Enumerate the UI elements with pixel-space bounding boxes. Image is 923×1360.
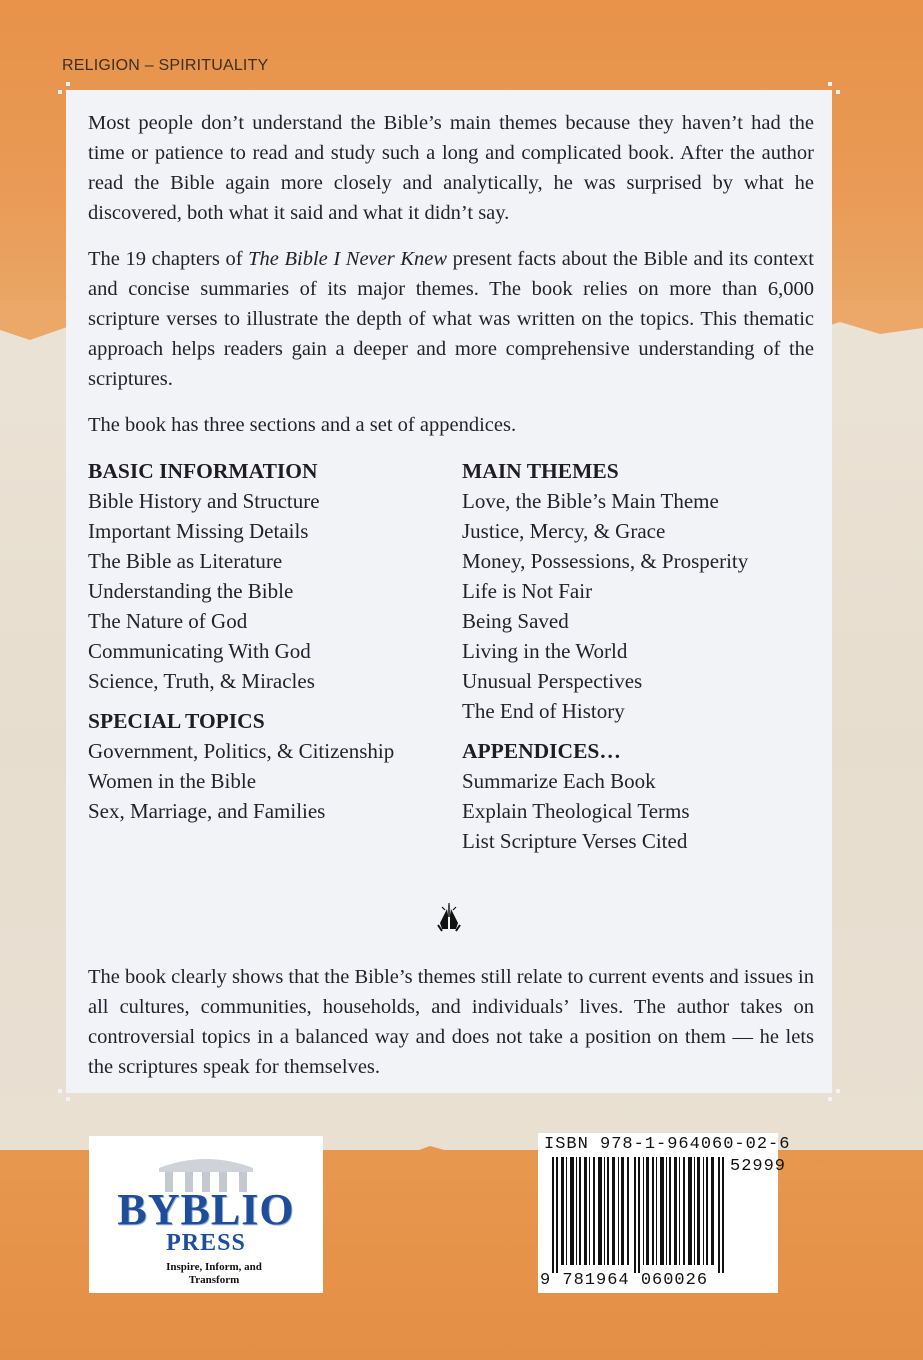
isbn-barcode (538, 1133, 791, 1293)
list-item: Love, the Bible’s Main Theme (462, 489, 719, 513)
publisher-logo (89, 1136, 323, 1293)
list-item: List Scripture Verses Cited (462, 829, 688, 853)
list-item: Science, Truth, & Miracles (88, 669, 315, 693)
intro-paragraph-3: The book has three sections and a set of appendices. (88, 414, 517, 436)
list-item: Summarize Each Book (462, 769, 656, 793)
list-item: Money, Possessions, & Prosperity (462, 549, 749, 573)
ean-number: 9 781964 060026 (540, 1271, 709, 1290)
left-column (88, 456, 394, 836)
basic-information-list (88, 486, 394, 696)
corner-ornament (820, 90, 832, 102)
publisher-name: BYBLIO (117, 1185, 295, 1234)
list-item: Government, Politics, & Citizenship (88, 739, 395, 763)
main-themes-heading: MAIN THEMES (462, 459, 619, 483)
corner-ornament (820, 1081, 832, 1093)
list-item: The Bible as Literature (88, 549, 283, 573)
special-topics-list (88, 736, 394, 826)
praying-hands-icon (436, 903, 462, 933)
price-code: 52999 (730, 1157, 787, 1176)
intro-paragraph-2: The 19 chapters of The Bible I Never Knew present facts about the Bible and its context and concise summaries of its major themes. The book relies on more than 6,000 scripture verses to illustrate the depth of what was written on the topics. This thematic approach helps readers gain a deeper and more comprehensive understanding of the scriptures. (88, 248, 814, 390)
publisher-tagline: Inspire, Inform, and Transform (166, 1261, 262, 1286)
list-item: Understanding the Bible (88, 579, 294, 603)
list-item: Women in the Bible (88, 769, 257, 793)
publisher-name-press: PRESS (166, 1230, 246, 1256)
book-title: The Bible I Never Knew (248, 248, 448, 270)
list-item: Life is Not Fair (462, 579, 593, 603)
list-item: Bible History and Structure (88, 489, 320, 513)
list-item: Unusual Perspectives (462, 669, 643, 693)
intro-paragraph-1: Most people don’t understand the Bible’s main themes because they haven’t had the time or patience to read and study such a long and complicated book. After the author read the Bible again more closely and analytically, he was surprised by what he discovered, both what it said and what it didn’t say. (88, 112, 814, 224)
list-item: Important Missing Details (88, 519, 309, 543)
list-item: Being Saved (462, 609, 569, 633)
appendices-list (462, 766, 748, 856)
sections-columns (88, 456, 814, 866)
list-item: Communicating With God (88, 639, 311, 663)
right-column (462, 456, 748, 866)
closing-paragraph: The book clearly shows that the Bible’s themes still relate to current events and issues in all cultures, communities, households, and individuals’ lives. The author takes on controversial topics in a balanced way and does not take a position on them — he lets the scriptures speak for themselves. (88, 966, 814, 1078)
list-item: Living in the World (462, 639, 628, 663)
list-item: The Nature of God (88, 609, 248, 633)
main-themes-list (462, 486, 748, 726)
list-item: Sex, Marriage, and Families (88, 799, 326, 823)
list-item: The End of History (462, 699, 625, 723)
corner-ornament (66, 90, 78, 102)
category-label: RELIGION – SPIRITUALITY (62, 57, 269, 74)
list-item: Explain Theological Terms (462, 799, 690, 823)
isbn-number: ISBN 978-1-964060-02-6 (544, 1135, 791, 1154)
corner-ornament (66, 1081, 78, 1093)
special-topics-heading: SPECIAL TOPICS (88, 709, 265, 733)
appendices-heading: APPENDICES… (462, 739, 621, 763)
basic-information-heading: BASIC INFORMATION (88, 459, 318, 483)
barcode-bars (552, 1157, 724, 1273)
description-content (88, 108, 814, 866)
list-item: Justice, Mercy, & Grace (462, 519, 666, 543)
